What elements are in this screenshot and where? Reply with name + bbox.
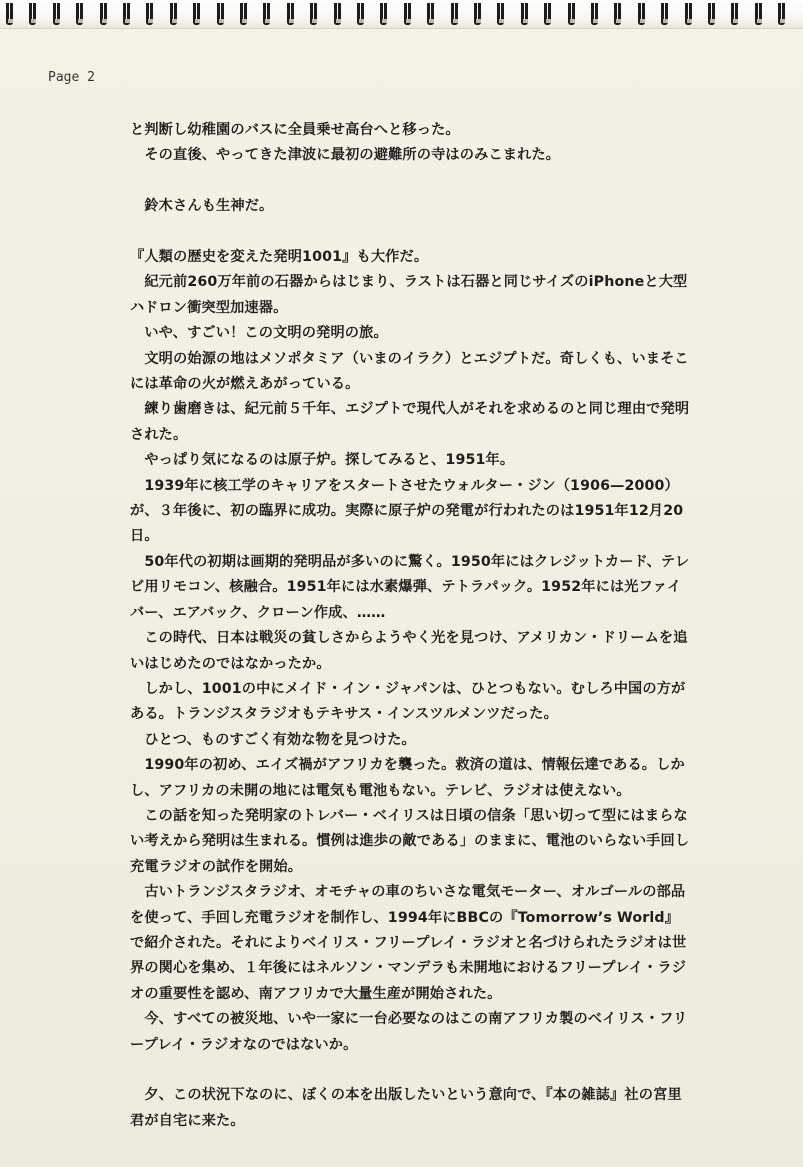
paragraph: と判断し幼稚園のバスに全員乗せ高台へと移った。 [130, 122, 460, 138]
binding-ring [334, 3, 341, 25]
paragraph: この話を知った発明家のトレバー・ベイリスは日頃の信条「思い切って型にはまらない考えから発明は生まれる。慣例は進歩の敵である」のままに、電池のいらない手回し充電ラジオの試作を開始。 [130, 807, 690, 875]
binding-ring [755, 3, 762, 25]
binding-ring [6, 3, 13, 25]
binding-ring [310, 3, 317, 25]
spiral-binding [0, 0, 803, 29]
binding-ring [404, 3, 411, 25]
paragraph: 古いトランジスタラジオ、オモチャの車のちいさな電気モーター、オルゴールの部品を使って、手回し充電ラジオを制作し、1994年にBBCの『Tomorrow’s World』で紹介された。それによりベイリス・フリープレイ・ラジオと名づけられたラジオは世界の関心を集め、１年後にはネルソン・マンデラも未開地におけるフリープレイ・ラジオの重要性を認め、南アフリカで大量生産が開始された。 [130, 884, 687, 1002]
binding-ring [427, 3, 434, 25]
paragraph: この時代、日本は戦災の貧しさからようやく光を見つけ、アメリカン・ドリームを追いはじめたのではなかったか。 [130, 630, 688, 672]
paragraph: やっぱり気になるのは原子炉。探してみると、1951年。 [130, 452, 515, 469]
page-number: Page 2 [48, 70, 95, 85]
binding-ring [76, 3, 83, 25]
binding-ring [357, 3, 364, 25]
binding-ring [123, 3, 130, 25]
paragraph: 鈴木さんも生神だ。 [130, 198, 274, 215]
paragraph: 50年代の初期は画期的発明品が多いのに驚く。1950年にはクレジットカード、テレビ用リモコン、核融合。1951年には水素爆弾、テトラパック。1952年には光ファイバー、エアバック、クローン作成、…… [130, 553, 690, 621]
paragraph: 1939年に核工学のキャリアをスタートさせたウォルター・ジン（1906—2000）が、３年後に、初の臨界に成功。実際に原子炉の発電が行われたのは1951年12月20日。 [130, 477, 684, 545]
binding-ring [638, 3, 645, 25]
binding-ring [568, 3, 575, 25]
binding-ring [451, 3, 458, 25]
blank-line [130, 1058, 690, 1083]
binding-ring [708, 3, 715, 25]
binding-ring [614, 3, 621, 25]
binding-ring [497, 3, 504, 25]
binding-ring [778, 3, 785, 25]
binding-ring [193, 3, 200, 25]
binding-ring [146, 3, 153, 25]
diary-body [130, 118, 690, 1134]
binding-ring [544, 3, 551, 25]
binding-ring [100, 3, 107, 25]
paragraph: 夕、この状況下なのに、ぼくの本を出版したいという意向で、『本の雑誌』社の宮里君が自宅に来た。 [130, 1087, 682, 1129]
paragraph: 練り歯磨きは、紀元前５千年、エジプトで現代人がそれを求めるのと同じ理由で発明された。 [130, 401, 690, 443]
blank-line [130, 169, 690, 194]
binding-ring [287, 3, 294, 25]
paragraph: ひとつ、ものすごく有効な物を見つけた。 [130, 731, 416, 748]
binding-ring [217, 3, 224, 25]
paragraph: 文明の始源の地はメソポタミア（いまのイラク）とエジプトだ。奇しくも、いまそこには革命の火が燃えあがっている。 [130, 350, 689, 393]
binding-ring [29, 3, 36, 25]
binding-ring [685, 3, 692, 25]
paragraph: しかし、1001の中にメイド・イン・ジャパンは、ひとつもない。むしろ中国の方がある。トランジスタラジオもテキサス・インスツルメンツだった。 [130, 680, 686, 723]
paragraph: 1990年の初め、エイズ禍がアフリカを襲った。救済の道は、情報伝達である。しかし、アフリカの未開の地には電気も電池もない。テレビ、ラジオは使えない。 [130, 757, 685, 799]
blank-line [130, 220, 690, 245]
binding-ring [661, 3, 668, 25]
binding-ring [170, 3, 177, 25]
binding-ring [521, 3, 528, 25]
paragraph: 紀元前260万年前の石器からはじまり、ラストは石器と同じサイズのiPhoneと大型ハドロン衝突型加速器。 [130, 274, 688, 316]
paragraph: その直後、やってきた津波に最初の避難所の寺はのみこまれた。 [130, 147, 561, 164]
paragraph: 『人類の歴史を変えた発明1001』も大作だ。 [130, 249, 429, 265]
binding-ring [380, 3, 387, 25]
binding-ring [731, 3, 738, 25]
binding-ring [263, 3, 270, 25]
binding-ring [474, 3, 481, 25]
binding-ring [53, 3, 60, 25]
paragraph: いや、すごい！この文明の発明の旅。 [130, 325, 388, 342]
binding-ring [240, 3, 247, 25]
paragraph: 今、すべての被災地、いや一家に一台必要なのはこの南アフリカ製のベイリス・フリープレイ・ラジオなのではないか。 [130, 1011, 688, 1053]
binding-ring [591, 3, 598, 25]
